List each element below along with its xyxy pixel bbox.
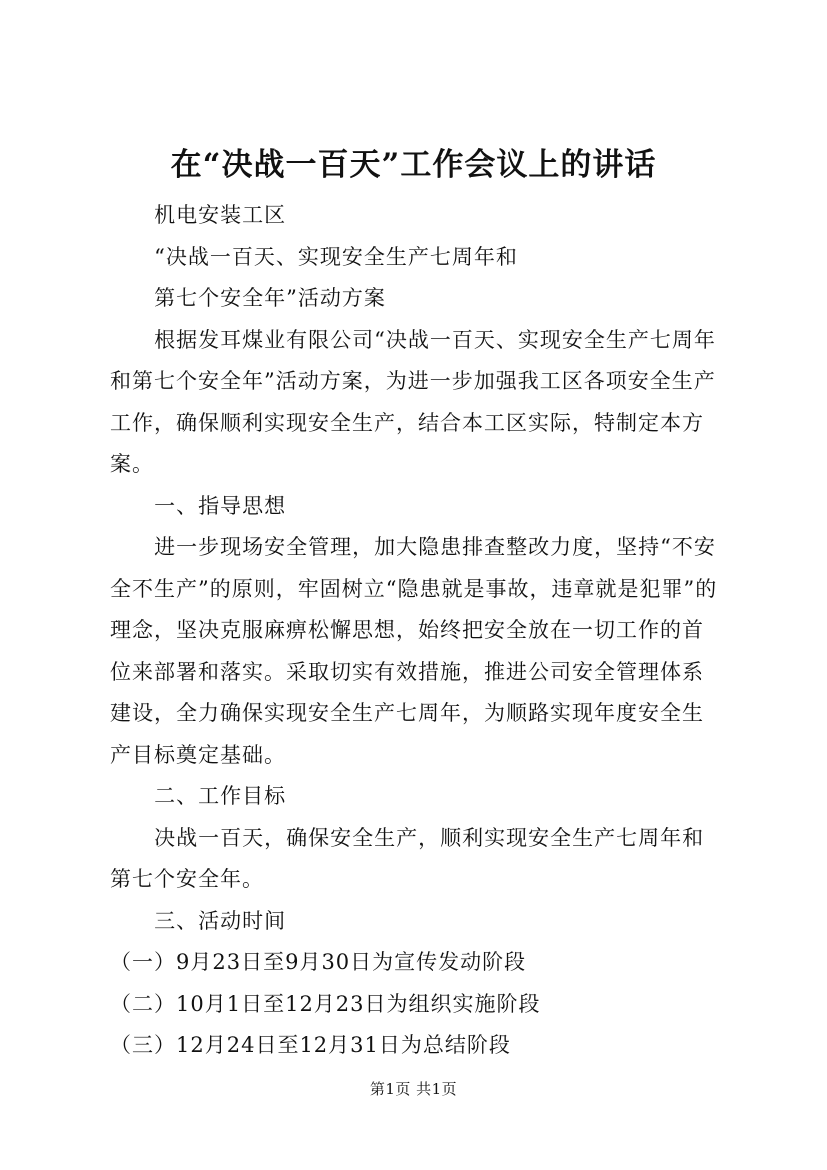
plan-title-line-2: 第七个安全年”活动方案 — [154, 286, 386, 310]
document-title: 在“决战一百天”工作会议上的讲话 — [170, 147, 657, 183]
section-heading-work-goal: 二、工作目标 — [154, 784, 287, 808]
schedule-item-2: （二）10月1日至12月23日为组织实施阶段 — [110, 991, 541, 1016]
intro-paragraph: 根据发耳煤业有限公司“决战一百天、实现安全生产七周年和第七个安全年”活动方案，为进一步加强我工区各项安全生产工作，确保顺利实现安全生产，结合本工区实际，特制定本方案。 — [110, 327, 716, 476]
unit-name: 机电安装工区 — [154, 203, 287, 227]
schedule-item-3: （三）12月24日至12月31日为总结阶段 — [110, 1033, 511, 1057]
section-heading-activity-time: 三、活动时间 — [154, 908, 287, 933]
section-body-work-goal: 决战一百天，确保安全生产，顺利实现安全生产七周年和第七个安全年。 — [110, 825, 705, 891]
schedule-item-1: （一）9月23日至9月30日为宣传发动阶段 — [110, 950, 527, 974]
page-footer: 第1页 共1页 — [369, 1080, 458, 1098]
section-body-guiding-thought: 进一步现场安全管理，加大隐患排查整改力度，坚持“不安全不生产”的原则，牢固树立“隐患就是事故，违章就是犯罪”的理念，坚决克服麻痹松懈思想，始终把安全放在一切工作的首位来部署和落实。采取切实有效措施，推进公司安全管理体系建设，全力确保实现安全生产七周年，为顺路实现年度安全生产目标奠定基础。 — [110, 535, 718, 767]
section-heading-guiding-thought: 一、指导思想 — [154, 493, 287, 518]
document-body — [110, 195, 722, 1067]
plan-title-line-1: “决战一百天、实现安全生产七周年和 — [154, 244, 518, 269]
